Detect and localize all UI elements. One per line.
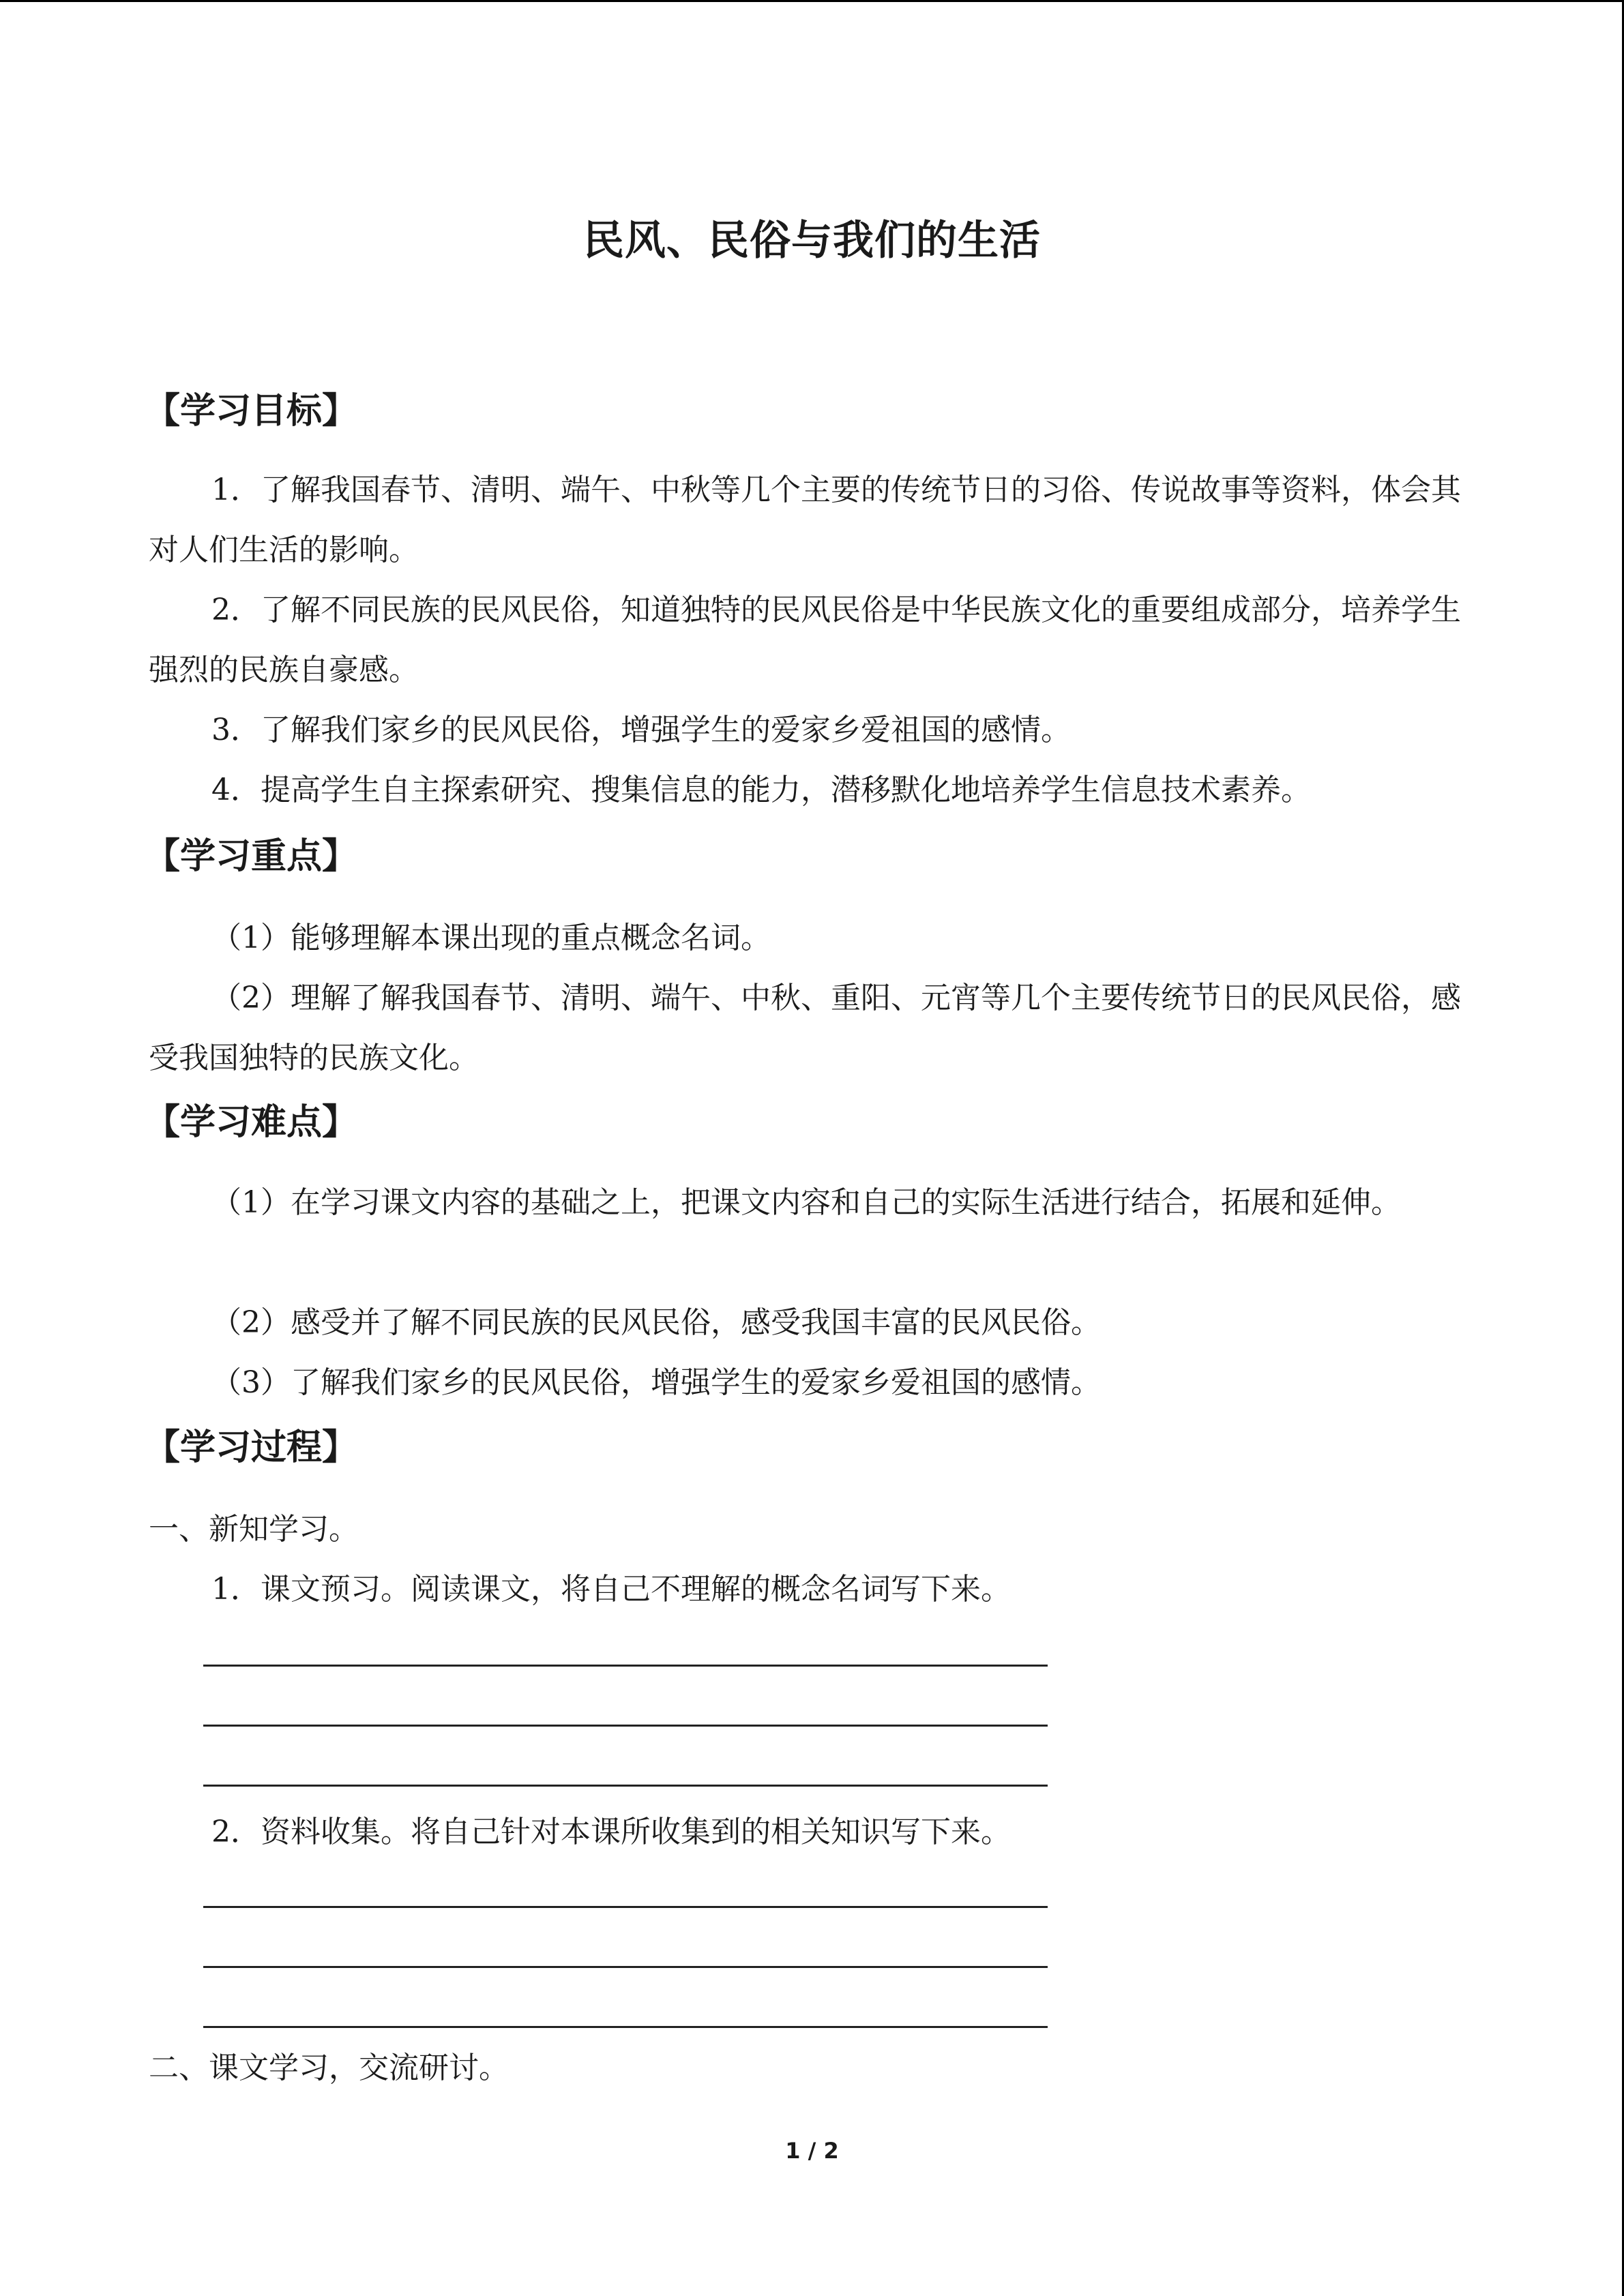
objective-item-2: 2．了解不同民族的民风民俗，知道独特的民风民俗是中华民族文化的重要组成部分，培养学生强烈的民族自豪感。 (149, 593, 1461, 687)
section-heading-difficulties: 【学习难点】 (145, 1102, 358, 1143)
page-title: 民风、民俗与我们的生活 (583, 217, 1041, 265)
page-number: 1 / 2 (785, 2138, 839, 2164)
difficulty-item-3: （3）了解我们家乡的民风民俗，增强学生的爱家乡爱祖国的感情。 (211, 1365, 1101, 1400)
process-task-2: 2．资料收集。将自己针对本课所收集到的相关知识写下来。 (211, 1815, 1011, 1849)
key-point-item-2: （2）理解了解我国春节、清明、端午、中秋、重阳、元宵等几个主要传统节日的民风民俗，感受我国独特的民族文化。 (149, 981, 1461, 1075)
answer-blank-line (203, 1665, 1048, 1667)
objective-item-3: 3．了解我们家乡的民风民俗，增强学生的爱家乡爱祖国的感情。 (211, 713, 1071, 747)
objective-item-1: 1．了解我国春节、清明、端午、中秋等几个主要的传统节日的习俗、传说故事等资料，体会其对人们生活的影响。 (149, 473, 1461, 567)
answer-blank-line (203, 1966, 1048, 1968)
answer-blank-line (203, 1785, 1048, 1787)
section-heading-key-points: 【学习重点】 (145, 836, 358, 877)
process-part-1: 一、新知学习。 (149, 1512, 359, 1547)
difficulty-item-1: （1）在学习课文内容的基础之上，把课文内容和自己的实际生活进行结合，拓展和延伸。 (211, 1185, 1401, 1220)
section-heading-process: 【学习过程】 (145, 1427, 358, 1468)
process-task-1: 1．课文预习。阅读课文，将自己不理解的概念名词写下来。 (211, 1572, 1011, 1607)
answer-blank-line (203, 1906, 1048, 1908)
answer-blank-line (203, 1725, 1048, 1727)
answer-blank-line (203, 2026, 1048, 2028)
difficulty-item-2: （2）感受并了解不同民族的民风民俗，感受我国丰富的民风民俗。 (211, 1305, 1101, 1340)
key-point-item-1: （1）能够理解本课出现的重点概念名词。 (211, 921, 771, 955)
section-heading-objectives: 【学习目标】 (145, 391, 358, 432)
process-part-2: 二、课文学习，交流研讨。 (149, 2051, 509, 2085)
objective-item-4: 4．提高学生自主探索研究、搜集信息的能力，潜移默化地培养学生信息技术素养。 (211, 773, 1311, 807)
